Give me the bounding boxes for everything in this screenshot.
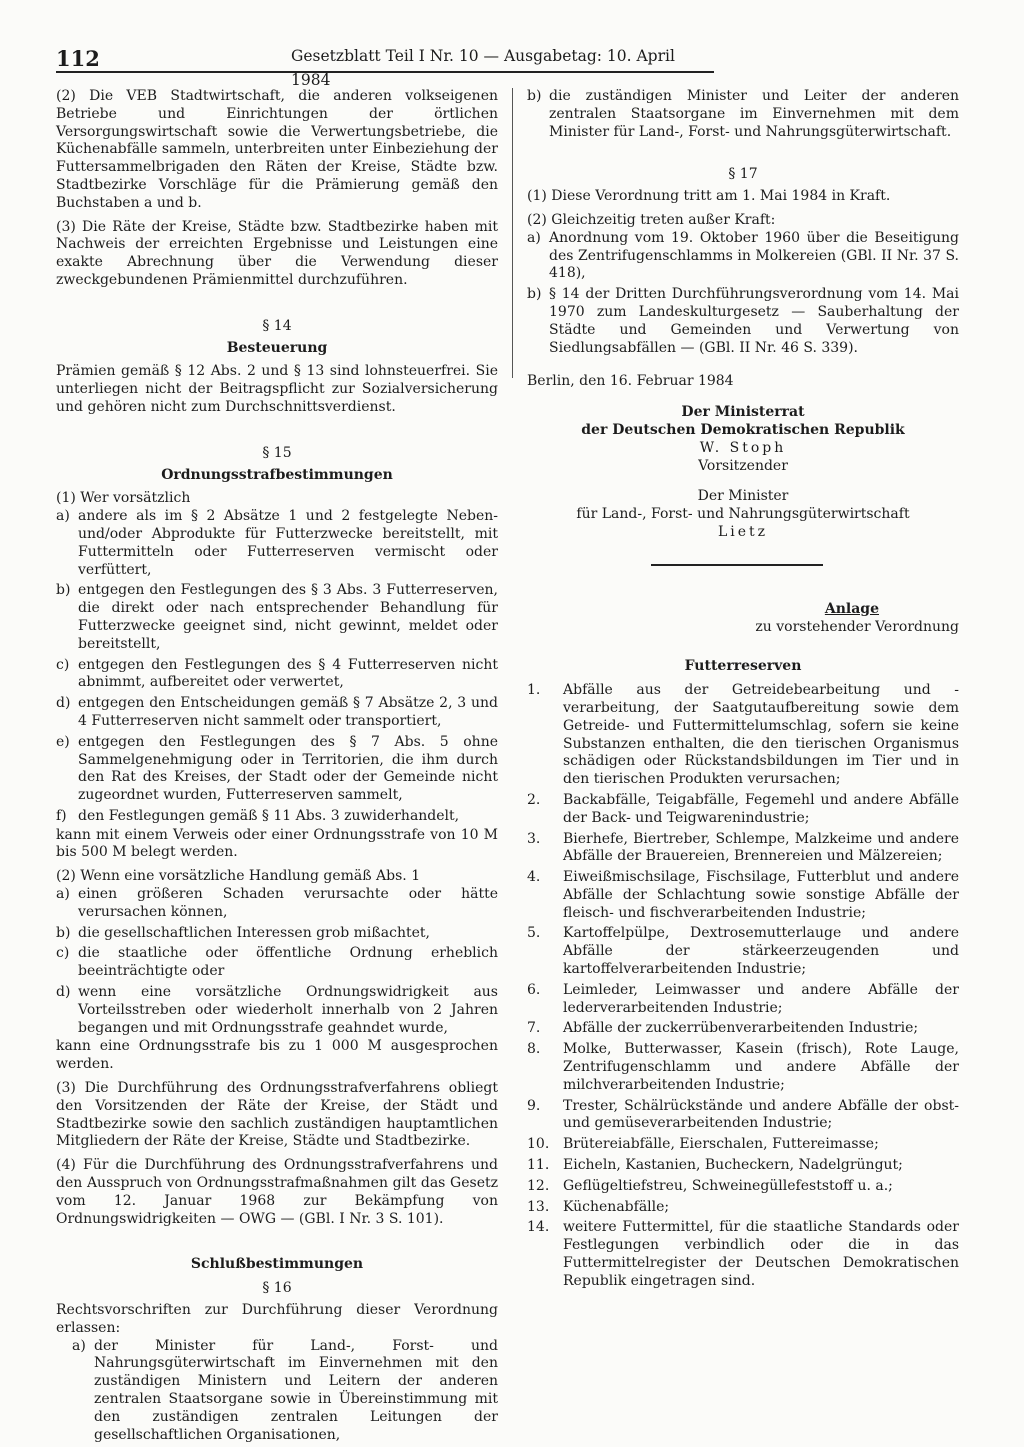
list-item — [527, 88, 959, 141]
section-15-p1-outro: kann mit einem Verweis oder einer Ordnungsstrafe von 10 M bis 500 M belegt werden. — [56, 826, 498, 861]
list-item-marker: c) — [56, 656, 70, 673]
list-item — [56, 508, 498, 579]
annex-title: Anlage — [824, 600, 879, 617]
list-item-text: die gesellschaftlichen Interessen grob mißachtet, — [78, 924, 430, 941]
list-item-number: 13. — [527, 1198, 550, 1215]
section-15-p1-intro: (1) Wer vorsätzlich — [56, 490, 191, 507]
list-item-number: 7. — [527, 1020, 541, 1037]
list-item — [56, 695, 498, 731]
list-item-marker: d) — [56, 695, 71, 712]
section-16-intro: Rechtsvorschriften zur Durchführung dieser Verordnung erlassen: — [56, 1302, 498, 1336]
list-item — [56, 945, 498, 981]
list-item-text: Eiweißmischsilage, Fischsilage, Futterblut und andere Abfälle der Schlachtung sowie sonstige Abfälle der fleisch- und fischverarbeitenden Industrie; — [563, 869, 959, 921]
section-15-p2-outro: kann eine Ordnungsstrafe bis zu 1 000 M ausgesprochen werden. — [56, 1038, 498, 1073]
list-item-text: Backabfälle, Teigabfälle, Fegemehl und andere Abfälle der Back- und Teigwarenindustrie; — [563, 791, 959, 826]
list-item-number: 10. — [527, 1136, 550, 1153]
list-item — [527, 1136, 959, 1154]
list-item-text: weitere Futtermittel, für die staatliche Standards oder Festlegungen verbindlich oder die in das Futtermittelregister der Deutschen Demokratischen Republik eingetragen sind. — [563, 1219, 959, 1289]
list-item-text: Kartoffelpülpe, Dextrosemutterlauge und andere Abfälle der stärkeerzeugenden und kartoffelverarbeitenden Industrie; — [563, 925, 959, 978]
section-15-p2-intro: (2) Wenn eine vorsätzliche Handlung gemäß Abs. 1 — [56, 868, 421, 885]
futterreserven-title: Futterreserven — [684, 658, 802, 675]
list-item-text: Anordnung vom 19. Oktober 1960 über die Beseitigung des Zentrifugenschlamms in Molkereien (GBl. II Nr. 37 S. 418), — [549, 229, 959, 282]
list-item-number: 3. — [527, 830, 541, 847]
futterreserven-list — [527, 682, 959, 1291]
list-item — [527, 1098, 959, 1134]
section-17-p1: (1) Diese Verordnung tritt am 1. Mai 1984 in Kraft. — [527, 188, 891, 205]
signature-minister-line-1: Der Minister — [697, 488, 789, 505]
list-item-marker: a) — [527, 229, 541, 246]
list-item — [527, 1157, 959, 1175]
section-14-text: Prämien gemäß § 12 Abs. 2 und § 13 sind lohnsteuerfrei. Sie unterliegen nicht der Beitragspflicht zur Sozialversicherung und gehören nicht zum Durchschnittsverdienst. — [56, 363, 498, 415]
paragraph-13-3: (3) Die Räte der Kreise, Städte bzw. Stadtbezirke haben mit Nachweis der erreichten Ergebnisse und Leistungen eine exakte Abrechnung über die Verwendung dieser zweckgebundenen Prämienmittel durchzuführen. — [56, 218, 498, 288]
list-item — [56, 657, 498, 693]
list-item-marker: f) — [56, 807, 67, 824]
date-line: Berlin, den 16. Februar 1984 — [527, 373, 734, 390]
list-item-text: entgegen den Festlegungen des § 7 Abs. 5 ohne Sammelgenehmigung oder in Territorien, die ihm durch den Rat des Kreises, der Stadt oder der Gemeinde nicht zugeordnet wurden, Futterreserven sammelt, — [78, 733, 498, 804]
list-item-text: Eicheln, Kastanien, Bucheckern, Nadelgrüngut; — [563, 1157, 903, 1174]
section-15-p3: (3) Die Durchführung des Ordnungsstrafverfahrens obliegt den Vorsitzenden der Räte der Kreise, der Städt und Stadtbezirke sowie den sachlich zuständigen hauptamtlichen Mitgliedern der Räte der Kreise, Städte und Stadtbezirke. — [56, 1080, 498, 1150]
list-item — [56, 886, 498, 922]
list-item-marker: a) — [72, 1337, 86, 1354]
section-14-number: § 14 — [262, 317, 292, 334]
list-item-number: 4. — [527, 869, 541, 886]
list-item-text: entgegen den Festlegungen des § 3 Abs. 3 Futterreserven, die direkt oder nach entsprechender Behandlung für Futterzwecke geeignet sind, nicht gewinnt, meldet oder bereitstellt, — [78, 582, 498, 652]
list-item-text: Küchenabfälle; — [563, 1198, 670, 1215]
list-item-marker: d) — [56, 984, 71, 1001]
left-column — [56, 88, 498, 1447]
list-item-number: 1. — [527, 682, 541, 699]
signature-minister-line-2: für Land-, Forst- und Nahrungsgüterwirtschaft — [576, 506, 910, 523]
section-16-number: § 16 — [262, 1280, 292, 1297]
list-item-number: 5. — [527, 925, 541, 942]
column-divider — [512, 88, 513, 378]
list-item-text: Bierhefe, Biertreber, Schlempe, Malzkeime und andere Abfälle der Brauereien, Brennereien und Mälzereien; — [563, 830, 959, 865]
list-item — [527, 1178, 959, 1196]
list-item-text: § 14 der Dritten Durchführungsverordnung vom 14. Mai 1970 zum Landeskulturgesetz — Sauberhaltung der Städte und Gemeinden und Verwertung von Siedlungsabfällen — (GBl. II Nr. 46 S. 339). — [549, 286, 959, 356]
list-item-number: 11. — [527, 1157, 550, 1174]
list-item-text: Geflügeltiefstreu, Schweinegüllefeststoff u. a.; — [563, 1177, 893, 1194]
section-15-title: Ordnungsstrafbestimmungen — [161, 466, 393, 483]
list-item — [527, 831, 959, 867]
list-item-marker: b) — [56, 924, 71, 941]
list-item — [56, 925, 498, 943]
final-provisions-title: Schlußbestimmungen — [190, 1256, 364, 1273]
list-item — [527, 230, 959, 283]
list-item — [527, 925, 959, 978]
list-item-text: Leimleder, Leimwasser und andere Abfälle der lederverarbeitenden Industrie; — [563, 981, 959, 1016]
annex-subtitle: zu vorstehender Verordnung — [755, 618, 959, 635]
list-item-marker: e) — [56, 733, 70, 750]
list-item-text: einen größeren Schaden verursachte oder hätte verursachen können, — [78, 886, 498, 920]
list-item — [527, 1219, 959, 1290]
list-item — [527, 682, 959, 789]
list-item — [527, 1199, 959, 1217]
section-15-p2-list — [56, 886, 498, 1037]
list-item-marker: b) — [56, 582, 71, 599]
page-number: 112 — [56, 46, 100, 71]
list-item-text: wenn eine vorsätzliche Ordnungswidrigkeit aus Vorteilsstreben oder wiederholt innerhalb von 2 Jahren begangen und mit Ordnungsstrafe geahndet wurde, — [78, 984, 498, 1036]
list-item-number: 12. — [527, 1177, 550, 1194]
list-item — [72, 1338, 498, 1445]
list-item-text: andere als im § 2 Absätze 1 und 2 festgelegte Neben- und/oder Abprodukte für Futterzwecke bereitstellt, mit Futtermitteln oder Futterreserven vermischt oder verfüttert, — [78, 508, 498, 578]
list-item — [527, 982, 959, 1018]
list-item-text: Trester, Schälrückstände und andere Abfälle der obst- und gemüseverarbeitenden Industrie; — [563, 1097, 959, 1132]
list-item — [527, 869, 959, 922]
section-17-p2-intro: (2) Gleichzeitig treten außer Kraft: — [527, 211, 776, 228]
header-rule — [56, 71, 714, 73]
list-item-text: den Festlegungen gemäß § 11 Abs. 3 zuwiderhandelt, — [78, 807, 460, 824]
signature-role-chairman: Vorsitzender — [698, 457, 788, 474]
list-item-marker: b) — [527, 286, 542, 303]
list-item-number: 8. — [527, 1041, 541, 1058]
page-header — [56, 44, 716, 89]
list-item — [527, 792, 959, 828]
list-item-text: die zuständigen Minister und Leiter der anderen zentralen Staatsorgane im Einvernehmen mit dem Minister für Land-, Forst- und Nahrungsgüterwirtschaft. — [549, 88, 959, 140]
list-item-text: Abfälle der zuckerrübenverarbeitenden Industrie; — [563, 1020, 919, 1037]
list-item — [56, 582, 498, 653]
list-item — [527, 1020, 959, 1038]
list-item-marker: b) — [527, 88, 542, 104]
list-item-text: entgegen den Entscheidungen gemäß § 7 Absätze 2, 3 und 4 Futterreserven nicht sammelt oder transportiert, — [78, 695, 498, 729]
list-item — [527, 1041, 959, 1094]
list-item-number: 2. — [527, 791, 541, 808]
list-item-text: entgegen den Festlegungen des § 4 Futterreserven nicht abnimmt, aufbereitet oder verwertet, — [78, 656, 498, 691]
signature-org-line-1: Der Ministerrat — [681, 404, 805, 421]
list-item — [56, 734, 498, 805]
section-15-p1-list — [56, 508, 498, 826]
right-column — [527, 88, 959, 1294]
signature-org-line-2: der Deutschen Demokratischen Republik — [581, 421, 905, 438]
list-item-marker: a) — [56, 886, 70, 903]
list-item-text: Abfälle aus der Getreidebearbeitung und -verarbeitung, der Saatgutaufbereitung sowie dem Getreide- und Futtermittelumschlag, sofern sie keine Substanzen enthalten, die den tierischen Organismus schädigen oder Rückstandsbildungen im Tier und in den tierischen Produkten verursachen; — [563, 682, 959, 788]
list-item-text: der Minister für Land-, Forst- und Nahrungsgüterwirtschaft im Einvernehmen mit den zuständigen Ministern und Leitern der anderen zentralen Staatsorgane sowie in Übereinstimmung mit den zuständigen zentralen Leitungen der gesellschaftlichen Organisationen, — [94, 1337, 498, 1443]
list-item-text: Molke, Butterwasser, Kasein (frisch), Rote Lauge, Zentrifugenschlamm und andere Abfälle der milchverarbeitenden Industrie; — [563, 1041, 959, 1093]
section-15-p4: (4) Für die Durchführung des Ordnungsstrafverfahrens und den Ausspruch von Ordnungsstrafmaßnahmen gilt das Gesetz vom 12. Januar 1968 zur Bekämpfung von Ordnungswidrigkeiten — OWG — (GBl. I Nr. 3 S. 101). — [56, 1157, 498, 1227]
gazette-header-title: Gesetzblatt Teil I Nr. 10 — Ausgabetag: 10. April 1984 — [291, 47, 675, 89]
list-item — [56, 808, 498, 826]
list-item-number: 14. — [527, 1219, 550, 1236]
list-item-marker: c) — [56, 945, 70, 962]
list-item — [56, 984, 498, 1037]
list-item-marker: a) — [56, 508, 70, 525]
section-14-title: Besteuerung — [226, 339, 328, 356]
signature-name-stoph: W. Stoph — [699, 439, 787, 456]
list-item-number: 9. — [527, 1097, 541, 1114]
list-item-text: Brütereiabfälle, Eierschalen, Futtereimasse; — [563, 1136, 879, 1153]
signature-name-lietz: Lietz — [717, 523, 769, 540]
section-15-number: § 15 — [262, 444, 292, 461]
list-item — [527, 286, 959, 357]
section-17-number: § 17 — [728, 166, 758, 183]
list-item-text: die staatliche oder öffentliche Ordnung erheblich beeinträchtigte oder — [78, 945, 498, 980]
paragraph-13-2: (2) Die VEB Stadtwirtschaft, die anderen volkseigenen Betriebe und Einrichtungen der örtlichen Versorgungswirtschaft sowie die Verwertungsbetriebe, die Küchenabfälle sammeln, unterbreiten unter Einbeziehung der Futtersammelbrigaden den Räten der Kreise, Städte bzw. Stadtbezirke Vorschläge für die Prämierung gemäß den Buchstaben a und b. — [56, 88, 498, 211]
list-item-number: 6. — [527, 981, 541, 998]
